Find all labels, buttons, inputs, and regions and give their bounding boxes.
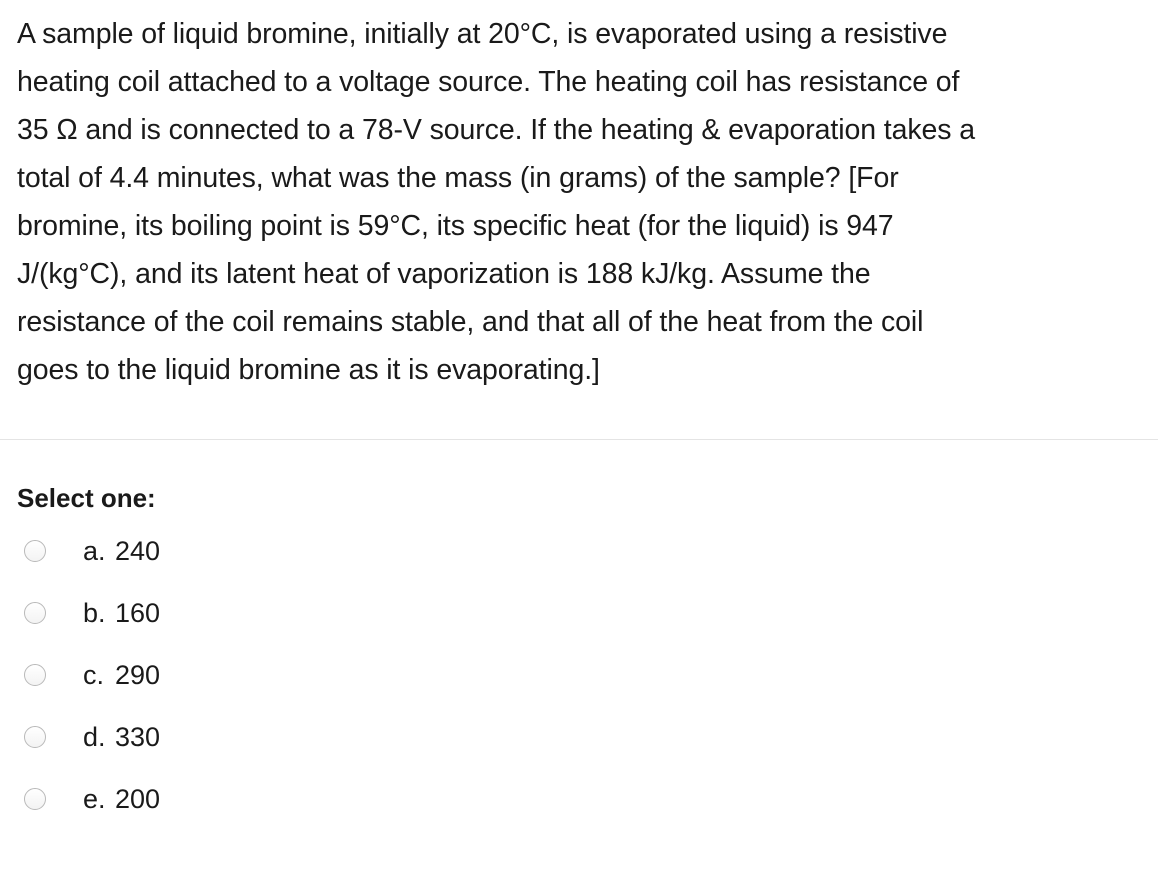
option-letter: b. [83,598,106,628]
answer-option-e[interactable] [0,778,400,840]
option-letter: d. [83,722,106,752]
option-value: 330 [115,722,161,752]
answer-option-a[interactable] [0,530,400,592]
option-value: 200 [115,784,161,814]
radio-button-icon[interactable] [24,788,46,810]
question-line: 35 Ω and is connected to a 78-V source. If the heating & evaporation takes a [17,114,975,146]
select-one-label: Select one: [17,483,156,513]
question-text [17,10,1142,394]
question-line: total of 4.4 minutes, what was the mass (in grams) of the sample? [For [17,162,899,194]
question-line: J/(kg°C), and its latent heat of vaporization is 188 kJ/kg. Assume the [17,258,871,290]
radio-button-icon[interactable] [24,602,46,624]
option-letter: a. [83,536,106,566]
question-line: A sample of liquid bromine, initially at 20°C, is evaporated using a resistive [17,18,948,50]
radio-button-icon[interactable] [24,664,46,686]
answer-options [0,530,400,840]
option-letter: c. [83,660,105,690]
question-line: heating coil attached to a voltage source. The heating coil has resistance of [17,66,960,98]
radio-button-icon[interactable] [24,540,46,562]
question-line: bromine, its boiling point is 59°C, its specific heat (for the liquid) is 947 [17,210,894,242]
answer-option-d[interactable] [0,716,400,778]
option-letter: e. [83,784,106,814]
question-line: goes to the liquid bromine as it is evaporating.] [17,354,600,386]
radio-button-icon[interactable] [24,726,46,748]
option-value: 290 [115,660,161,690]
answer-option-b[interactable] [0,592,400,654]
section-divider [0,439,1158,440]
option-value: 160 [115,598,161,628]
option-value: 240 [115,536,161,566]
question-line: resistance of the coil remains stable, and that all of the heat from the coil [17,306,924,338]
answer-option-c[interactable] [0,654,400,716]
